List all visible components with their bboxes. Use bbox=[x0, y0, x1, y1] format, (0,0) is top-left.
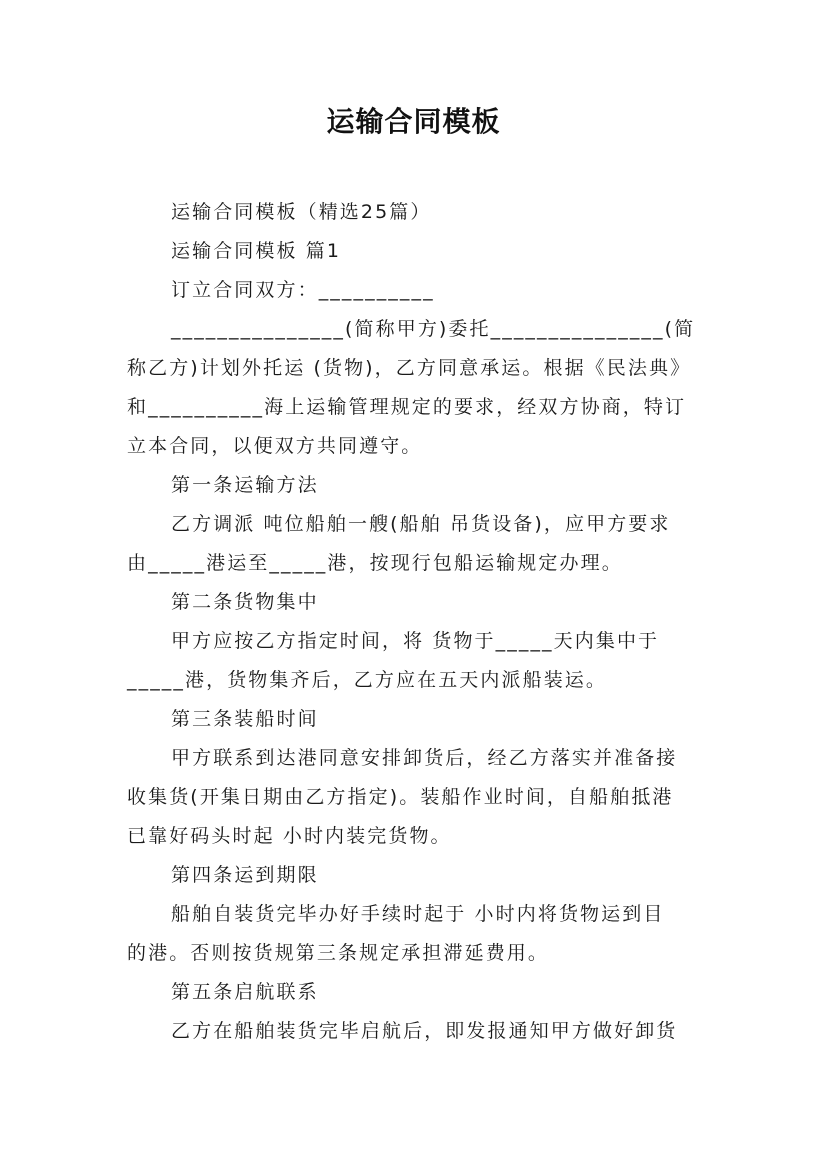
paragraph-line: 由_____港运至_____港，按现行包船运输规定办理。 bbox=[127, 552, 623, 574]
paragraph-line: _______________(简称甲方)委托_______________(简 bbox=[171, 318, 696, 340]
paragraph-line: 已靠好码头时起 小时内装完货物。 bbox=[127, 825, 452, 847]
paragraph-line: 乙方调派 吨位船舶一艘(船舶 吊货设备)，应甲方要求 bbox=[171, 513, 671, 535]
paragraph-line: 甲方应按乙方指定时间，将 货物于_____天内集中于 bbox=[171, 630, 660, 652]
paragraph-line: 的港。否则按货规第三条规定承担滞延费用。 bbox=[127, 942, 550, 964]
section-heading: 第三条装船时间 bbox=[171, 708, 319, 730]
chapter-heading: 运输合同模板 篇1 bbox=[171, 240, 342, 262]
paragraph-line: 收集货(开集日期由乙方指定)。装船作业时间，自船舶抵港 bbox=[127, 786, 674, 808]
section-heading: 第二条货物集中 bbox=[171, 591, 319, 613]
paragraph-line: 甲方联系到达港同意安排卸货后，经乙方落实并准备接 bbox=[171, 747, 678, 769]
paragraph-line: 称乙方)计划外托运 (货物)，乙方同意承运。根据《民法典》 bbox=[127, 357, 692, 379]
paragraph-line: 船舶自装货完毕办好手续时起于 小时内将货物运到目 bbox=[171, 903, 665, 925]
parties-line: 订立合同双方：__________ bbox=[171, 279, 435, 301]
paragraph-line: _____港，货物集齐后，乙方应在五天内派船装运。 bbox=[127, 669, 608, 691]
section-heading: 第四条运到期限 bbox=[171, 864, 319, 886]
section-heading: 第一条运输方法 bbox=[171, 474, 319, 496]
section-heading: 第五条启航联系 bbox=[171, 981, 319, 1003]
subtitle-line: 运输合同模板（精选25篇） bbox=[171, 201, 432, 223]
document-title: 运输合同模板 bbox=[326, 105, 501, 138]
paragraph-line: 乙方在船舶装货完毕启航后，即发报通知甲方做好卸货 bbox=[171, 1020, 678, 1042]
paragraph-line: 和__________海上运输管理规定的要求，经双方协商，特订 bbox=[127, 396, 687, 418]
paragraph-line: 立本合同，以便双方共同遵守。 bbox=[127, 435, 423, 457]
